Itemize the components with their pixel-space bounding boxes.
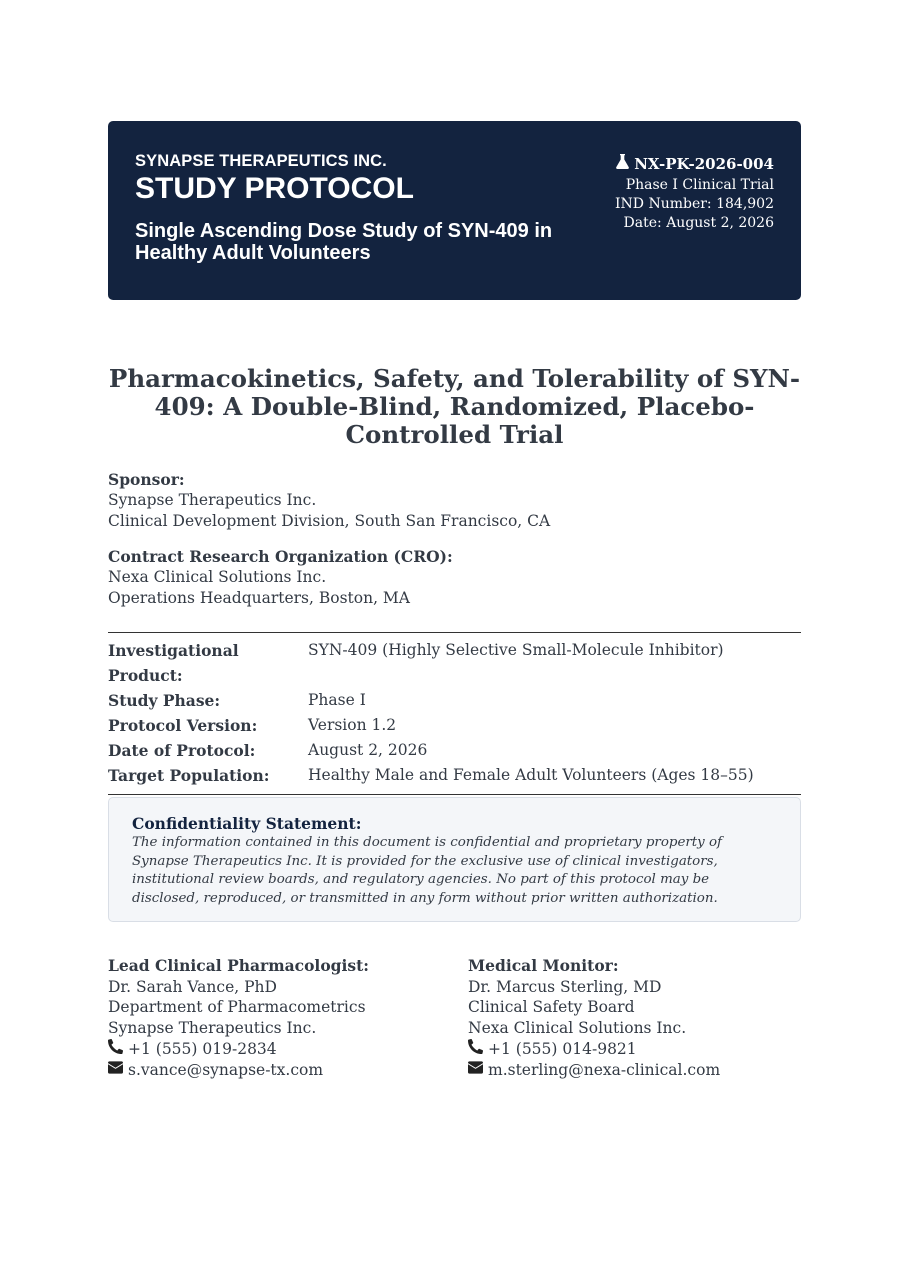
envelope-icon bbox=[108, 1060, 123, 1081]
contact-email bbox=[108, 1060, 369, 1081]
header-banner bbox=[108, 121, 801, 300]
contact-name: Dr. Marcus Sterling, MD bbox=[468, 977, 662, 996]
table-row bbox=[108, 713, 801, 738]
row-key: Study Phase: bbox=[108, 691, 221, 710]
row-key: Date of Protocol: bbox=[108, 741, 256, 760]
contact-name: Dr. Sarah Vance, PhD bbox=[108, 977, 277, 996]
flask-icon bbox=[616, 154, 629, 173]
header-left bbox=[135, 152, 605, 264]
phone-icon bbox=[108, 1039, 123, 1060]
table-row bbox=[108, 738, 801, 763]
row-key: Target Population: bbox=[108, 766, 270, 785]
study-title: Single Ascending Dose Study of SYN-409 in Healthy Adult Volunteers bbox=[135, 220, 553, 264]
sponsor-block bbox=[108, 469, 550, 532]
cro-block bbox=[108, 546, 453, 609]
row-value: SYN-409 (Highly Selective Small-Molecule Inhibitor) bbox=[308, 641, 724, 659]
row-value: Phase I bbox=[308, 691, 366, 709]
table-row bbox=[108, 638, 801, 688]
envelope-icon bbox=[468, 1060, 483, 1081]
protocol-id-text: NX-PK-2026-004 bbox=[634, 154, 774, 173]
document-type: STUDY PROTOCOL bbox=[135, 172, 414, 205]
header-right bbox=[615, 154, 774, 233]
phone-icon bbox=[468, 1039, 483, 1060]
cro-location: Operations Headquarters, Boston, MA bbox=[108, 589, 411, 607]
contact-phone bbox=[108, 1039, 369, 1060]
confidentiality-box bbox=[108, 797, 801, 922]
phone-number: +1 (555) 014-9821 bbox=[488, 1039, 637, 1058]
cro-name: Nexa Clinical Solutions Inc. bbox=[108, 568, 327, 586]
protocol-info-table bbox=[108, 632, 801, 795]
contact-org: Synapse Therapeutics Inc. bbox=[108, 1019, 317, 1038]
phase-line: Phase I Clinical Trial bbox=[625, 177, 774, 193]
row-key: Investigational Product: bbox=[108, 641, 239, 685]
cro-label: Contract Research Organization (CRO): bbox=[108, 547, 453, 566]
row-key: Protocol Version: bbox=[108, 716, 258, 735]
date-line: Date: August 2, 2026 bbox=[623, 215, 774, 231]
main-title: Pharmacokinetics, Safety, and Tolerability of SYN-409: A Double-Blind, Randomized, Placebo-Controlled Trial bbox=[108, 364, 801, 449]
contact-role: Medical Monitor: bbox=[468, 956, 619, 975]
ind-line: IND Number: 184,902 bbox=[615, 196, 774, 212]
email-address[interactable]: m.sterling@nexa-clinical.com bbox=[488, 1060, 721, 1079]
sponsor-label: Sponsor: bbox=[108, 470, 185, 489]
contact-dept: Department of Pharmacometrics bbox=[108, 998, 366, 1017]
table-row bbox=[108, 688, 801, 713]
header-meta bbox=[615, 176, 774, 233]
sponsor-division: Clinical Development Division, South San Francisco, CA bbox=[108, 512, 551, 530]
row-value: Healthy Male and Female Adult Volunteers (Ages 18–55) bbox=[308, 766, 754, 784]
contact-phone bbox=[468, 1039, 720, 1060]
contact-role: Lead Clinical Pharmacologist: bbox=[108, 956, 369, 975]
sponsor-name: Synapse Therapeutics Inc. bbox=[108, 491, 317, 509]
contact-medical-monitor bbox=[468, 956, 720, 1080]
table-row bbox=[108, 763, 801, 788]
row-value: August 2, 2026 bbox=[308, 741, 428, 759]
company-name: SYNAPSE THERAPEUTICS INC. bbox=[135, 152, 387, 170]
phone-number: +1 (555) 019-2834 bbox=[128, 1039, 277, 1058]
contact-lead-pharmacologist bbox=[108, 956, 369, 1080]
contact-dept: Clinical Safety Board bbox=[468, 998, 635, 1017]
confidentiality-text: The information contained in this document is confidential and proprietary property of Synapse Therapeutics Inc. It is provided for the exclusive use of clinical investigators, institutional review boards, and regulatory agencies. No part of this protocol may be disclosed, reproduced, or transmitted in any form without prior written authorization. bbox=[132, 835, 723, 906]
row-value: Version 1.2 bbox=[308, 716, 397, 734]
protocol-id bbox=[615, 154, 774, 173]
contact-email bbox=[468, 1060, 720, 1081]
email-address[interactable]: s.vance@synapse-tx.com bbox=[128, 1060, 324, 1079]
contact-org: Nexa Clinical Solutions Inc. bbox=[468, 1019, 687, 1038]
confidentiality-title: Confidentiality Statement: bbox=[132, 814, 362, 833]
